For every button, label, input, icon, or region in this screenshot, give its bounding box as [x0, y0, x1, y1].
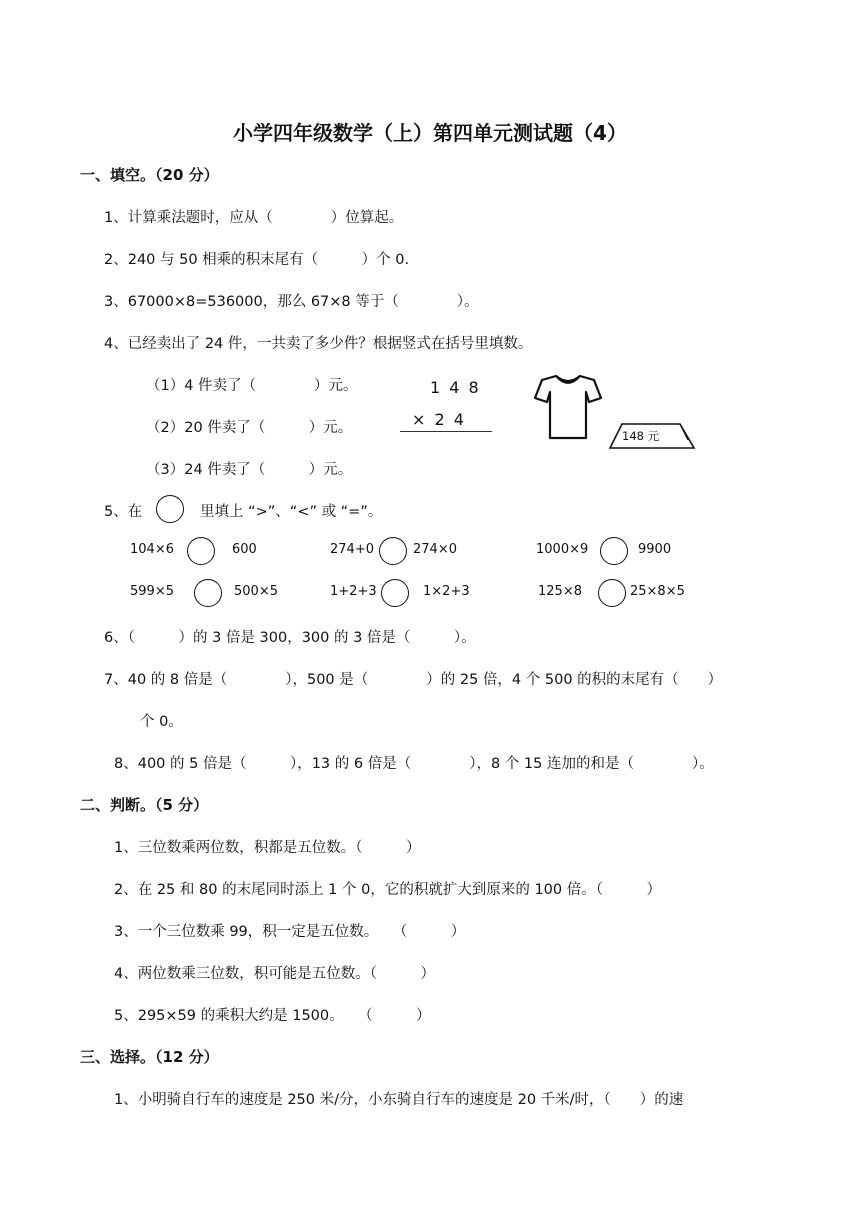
compare-left: 1+2+3 [330, 584, 377, 599]
question-1-4-2: （2）20 件卖了（ ）元。 [146, 420, 353, 436]
compare-right: 600 [232, 542, 257, 557]
page-title: 小学四年级数学（上）第四单元测试题（4） [233, 121, 627, 145]
judge-item: 1、三位数乘两位数，积都是五位数。（ ） [114, 840, 421, 856]
judge-item: 2、在 25 和 80 的末尾同时添上 1 个 0，它的积就扩大到原来的 100 倍。（ ） [114, 882, 661, 898]
compare-right: 9900 [638, 542, 672, 557]
compare-right: 1×2+3 [423, 584, 470, 599]
section-heading-choice: 三、选择。（12 分） [80, 1048, 219, 1066]
judge-item: 4、两位数乘三位数，积可能是五位数。（ ） [114, 966, 435, 982]
compare-left: 1000×9 [536, 542, 589, 557]
question-1-1: 1、计算乘法题时，应从（ ）位算起。 [104, 210, 404, 226]
section-heading-fill: 一、填空。（20 分） [80, 166, 219, 184]
compare-circle[interactable] [187, 537, 215, 565]
vertical-line [400, 431, 492, 432]
question-1-5-prefix: 5、在 [104, 504, 143, 520]
question-1-3: 3、67000×8=536000，那么 67×8 等于（ ）。 [104, 294, 479, 310]
price-tag-text: 148 元 [622, 429, 660, 443]
question-1-7: 7、40 的 8 倍是（ ），500 是（ ）的 25 倍，4 个 500 的积的末尾有（ ） [104, 672, 723, 688]
vertical-multiplicand: 1 4 8 [430, 378, 481, 397]
tshirt-icon [532, 372, 604, 442]
section-heading-judge: 二、判断。（5 分） [80, 796, 209, 814]
compare-circle[interactable] [381, 579, 409, 607]
compare-left: 125×8 [538, 584, 582, 599]
compare-circle[interactable] [600, 537, 628, 565]
question-1-6: 6、（ ）的 3 倍是 300，300 的 3 倍是（ ）。 [104, 630, 476, 646]
compare-left: 274+0 [330, 542, 374, 557]
question-1-7-continued: 个 0。 [140, 714, 183, 730]
compare-circle[interactable] [598, 579, 626, 607]
compare-right: 500×5 [234, 584, 278, 599]
judge-item: 3、一个三位数乘 99，积一定是五位数。 （ ） [114, 924, 466, 940]
compare-circle[interactable] [194, 579, 222, 607]
example-compare-circle [156, 495, 184, 523]
question-1-5-suffix: 里填上 “>”、“<” 或 “=”。 [200, 504, 383, 520]
question-1-4: 4、已经卖出了 24 件，一共卖了多少件？根据竖式在括号里填数。 [104, 336, 533, 352]
compare-right: 274×0 [413, 542, 457, 557]
compare-left: 104×6 [130, 542, 174, 557]
judge-item: 5、295×59 的乘积大约是 1500。 （ ） [114, 1008, 431, 1024]
choice-question-1: 1、小明骑自行车的速度是 250 米/分，小东骑自行车的速度是 20 千米/时，（ ）的速 [114, 1092, 684, 1108]
question-1-8: 8、400 的 5 倍是（ ），13 的 6 倍是（ ），8 个 15 连加的和是（ ）。 [114, 756, 714, 772]
compare-right: 25×8×5 [630, 584, 685, 599]
vertical-multiplier: × 2 4 [412, 410, 466, 429]
question-1-4-1: （1）4 件卖了（ ）元。 [146, 378, 358, 394]
compare-left: 599×5 [130, 584, 174, 599]
compare-circle[interactable] [379, 537, 407, 565]
question-1-4-3: （3）24 件卖了（ ）元。 [146, 462, 353, 478]
question-1-2: 2、240 与 50 相乘的积末尾有（ ）个 0. [104, 252, 410, 268]
